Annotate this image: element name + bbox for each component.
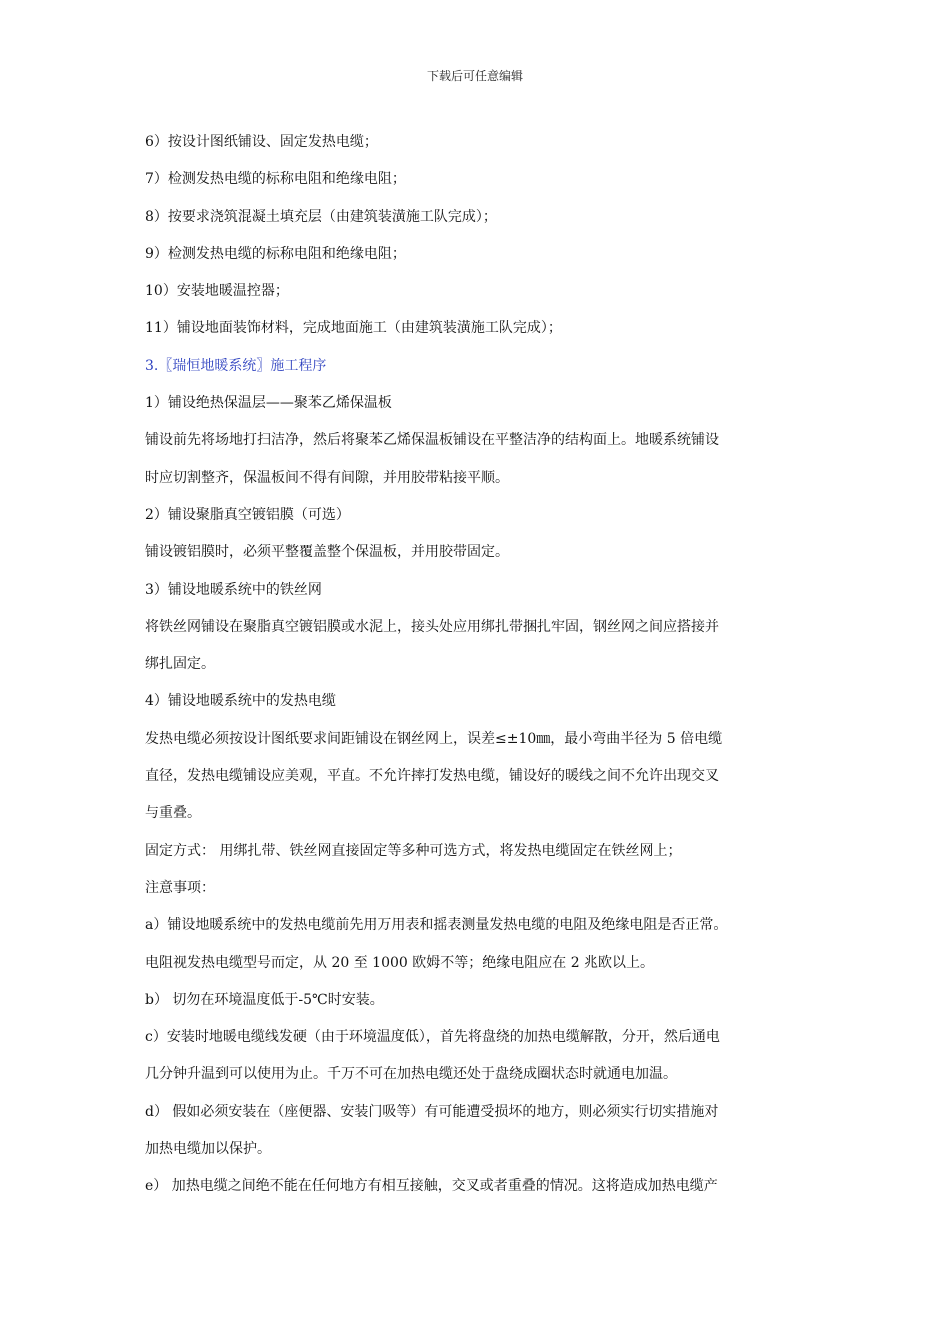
document-body <box>145 124 810 1206</box>
text-line: 加热电缆加以保护。 <box>145 1141 271 1158</box>
text-line: 电阻视发热电缆型号而定，从 20 至 1000 欧姆不等；绝缘电阻应在 2 兆欧以上。 <box>145 954 655 971</box>
text-line: 几分钟升温到可以使用为止。千万不可在加热电缆还处于盘绕成圈状态时就通电加温。 <box>145 1066 677 1083</box>
text-line: 注意事项： <box>145 879 215 896</box>
text-line: c）安装时地暖电缆线发硬（由于环境温度低），首先将盘绕的加热电缆解散，分开，然后通电 <box>145 1029 720 1046</box>
text-line: a）铺设地暖系统中的发热电缆前先用万用表和摇表测量发热电缆的电阻及绝缘电阻是否正常。 <box>145 917 728 934</box>
page-header: 下载后可任意编辑 <box>426 69 523 83</box>
text-line: 10）安装地暖温控器； <box>145 283 289 300</box>
text-line: d） 假如必须安装在（座便器、安装门吸等）有可能遭受损坏的地方，则必须实行切实措施对 <box>145 1103 719 1120</box>
text-line: e） 加热电缆之间绝不能在任何地方有相互接触，交叉或者重叠的情况。这将造成加热电缆产 <box>145 1178 718 1195</box>
text-line: 时应切割整齐，保温板间不得有间隙，并用胶带粘接平顺。 <box>145 469 509 486</box>
text-line: 4）铺设地暖系统中的发热电缆 <box>145 693 336 710</box>
text-line: 6）按设计图纸铺设、固定发热电缆； <box>145 134 378 150</box>
text-line: 将铁丝网铺设在聚脂真空镀铝膜或水泥上，接头处应用绑扎带捆扎牢固，钢丝网之间应搭接并 <box>145 618 719 635</box>
text-line: 8）按要求浇筑混凝土填充层（由建筑装潢施工队完成）； <box>145 208 497 225</box>
text-line: 9）检测发热电缆的标称电阻和绝缘电阻； <box>145 245 406 262</box>
text-line: 与重叠。 <box>145 805 201 822</box>
section-heading: 3.〖瑞恒地暖系统〗施工程序 <box>145 357 327 374</box>
text-line: 2）铺设聚脂真空镀铝膜（可选） <box>145 506 350 523</box>
text-line: 1）铺设绝热保温层——聚苯乙烯保温板 <box>145 395 392 412</box>
text-line: 3）铺设地暖系统中的铁丝网 <box>145 581 322 598</box>
text-line: 铺设镀铝膜时，必须平整覆盖整个保温板，并用胶带固定。 <box>145 544 509 561</box>
text-line: 铺设前先将场地打扫洁净，然后将聚苯乙烯保温板铺设在平整洁净的结构面上。地暖系统铺设 <box>145 432 719 449</box>
text-line: 直径，发热电缆铺设应美观，平直。不允许摔打发热电缆，铺设好的暖线之间不允许出现交叉 <box>145 768 719 785</box>
text-line: 7）检测发热电缆的标称电阻和绝缘电阻； <box>145 171 406 188</box>
text-line: 绑扎固定。 <box>145 656 215 673</box>
text-line: 11）铺设地面装饰材料，完成地面施工（由建筑装潢施工队完成）； <box>145 320 562 337</box>
text-line: b） 切勿在环境温度低于-5℃时安装。 <box>145 991 384 1008</box>
text-line: 固定方式： 用绑扎带、铁丝网直接固定等多种可选方式，将发热电缆固定在铁丝网上； <box>145 842 682 859</box>
text-line: 发热电缆必须按设计图纸要求间距铺设在钢丝网上，误差≤±10㎜，最小弯曲半径为 5 倍电缆 <box>145 730 723 747</box>
